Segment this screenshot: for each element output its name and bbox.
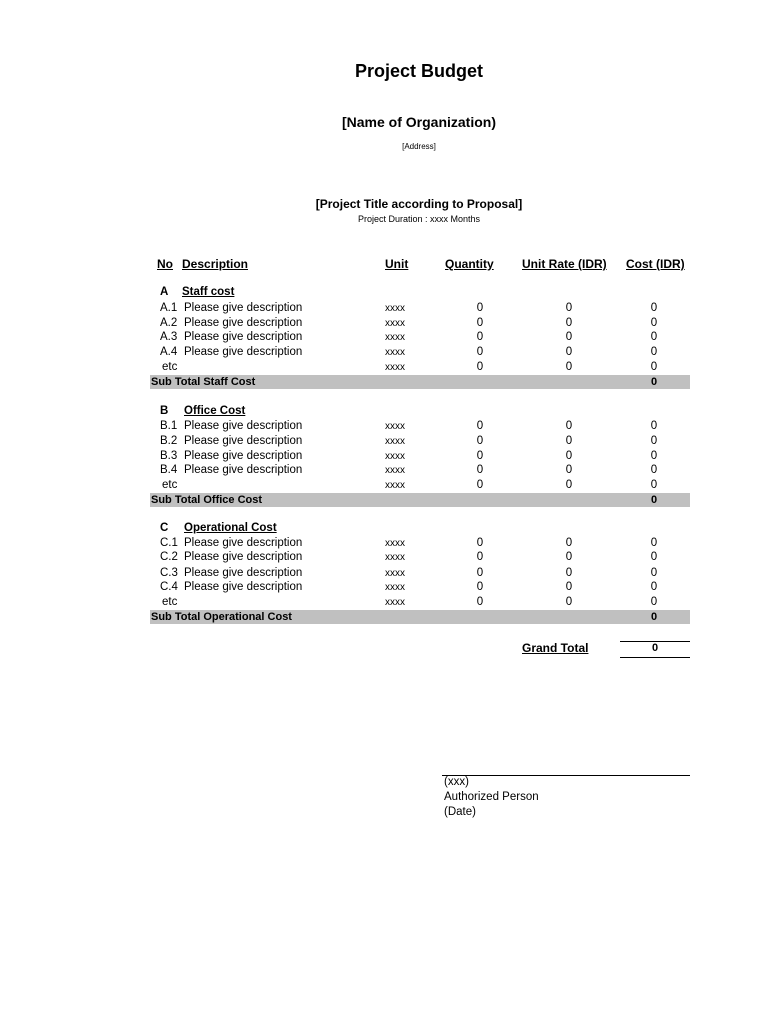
row-cost: 0 — [650, 331, 658, 343]
grand-total-value: 0 — [651, 642, 659, 654]
section-code: C — [160, 522, 169, 534]
project-title: [Project Title according to Proposal] — [315, 197, 523, 211]
section-name: Staff cost — [182, 286, 235, 298]
row-unit-rate: 0 — [565, 420, 573, 432]
row-quantity: 0 — [476, 420, 484, 432]
table-row — [150, 580, 690, 595]
row-quantity: 0 — [476, 331, 484, 343]
row-unit-rate: 0 — [565, 464, 573, 476]
column-header-cost: Cost (IDR) — [626, 257, 685, 271]
row-unit-rate: 0 — [565, 581, 573, 593]
row-no: A.2 — [160, 317, 178, 329]
subtotal-value: 0 — [650, 376, 658, 388]
row-cost: 0 — [650, 464, 658, 476]
row-unit-rate: 0 — [565, 346, 573, 358]
row-unit: xxxx — [385, 362, 405, 373]
table-row — [150, 301, 690, 316]
row-quantity: 0 — [476, 537, 484, 549]
row-unit: xxxx — [385, 436, 405, 447]
row-unit-rate: 0 — [565, 435, 573, 447]
subtotal-row-staff — [150, 375, 690, 389]
row-cost: 0 — [650, 596, 658, 608]
row-quantity: 0 — [476, 346, 484, 358]
table-row — [150, 316, 690, 331]
row-quantity: 0 — [476, 479, 484, 491]
row-unit: xxxx — [385, 318, 405, 329]
organization-address: [Address] — [402, 142, 436, 151]
subtotal-label: Sub Total Operational Cost — [151, 611, 292, 623]
row-no: C.3 — [160, 567, 178, 579]
grand-total-label: Grand Total — [522, 641, 589, 655]
row-unit-rate: 0 — [565, 317, 573, 329]
row-unit-rate: 0 — [565, 331, 573, 343]
subtotal-label: Sub Total Staff Cost — [151, 376, 256, 388]
column-header-no: No — [157, 257, 173, 271]
table-row — [150, 449, 690, 464]
row-no: etc — [162, 479, 178, 491]
row-cost: 0 — [650, 346, 658, 358]
row-quantity: 0 — [476, 435, 484, 447]
section-header-c — [150, 521, 690, 536]
row-cost: 0 — [650, 479, 658, 491]
row-unit: xxxx — [385, 421, 405, 432]
row-description: Please give description — [184, 346, 303, 358]
row-unit-rate: 0 — [565, 596, 573, 608]
section-name: Operational Cost — [184, 522, 277, 534]
column-header-unit: Unit — [385, 257, 409, 271]
section-name: Office Cost — [184, 405, 246, 417]
table-row — [150, 345, 690, 360]
row-quantity: 0 — [476, 361, 484, 373]
row-no: A.4 — [160, 346, 178, 358]
row-unit: xxxx — [385, 332, 405, 343]
row-description: Please give description — [184, 567, 303, 579]
row-cost: 0 — [650, 581, 658, 593]
row-cost: 0 — [650, 435, 658, 447]
row-quantity: 0 — [476, 551, 484, 563]
row-description: Please give description — [184, 435, 303, 447]
column-header-description: Description — [182, 257, 249, 271]
section-header-b — [150, 404, 690, 419]
row-unit-rate: 0 — [565, 361, 573, 373]
row-quantity: 0 — [476, 581, 484, 593]
section-code: B — [160, 405, 169, 417]
project-duration: Project Duration : xxxx Months — [357, 214, 481, 224]
row-description: Please give description — [184, 331, 303, 343]
row-description: Please give description — [184, 450, 303, 462]
row-cost: 0 — [650, 537, 658, 549]
row-unit-rate: 0 — [565, 537, 573, 549]
signature-name: (xxx) — [444, 776, 469, 788]
table-row — [150, 550, 690, 565]
row-quantity: 0 — [476, 317, 484, 329]
row-cost: 0 — [650, 567, 658, 579]
row-quantity: 0 — [476, 464, 484, 476]
row-quantity: 0 — [476, 302, 484, 314]
row-no: etc — [162, 361, 178, 373]
row-description: Please give description — [184, 302, 303, 314]
row-description: Please give description — [184, 464, 303, 476]
table-row — [150, 478, 690, 493]
row-no: B.3 — [160, 450, 178, 462]
column-header-quantity: Quantity — [445, 257, 494, 271]
subtotal-row-office — [150, 493, 690, 507]
row-unit-rate: 0 — [565, 302, 573, 314]
table-row — [150, 434, 690, 449]
row-cost: 0 — [650, 302, 658, 314]
row-description: Please give description — [184, 551, 303, 563]
row-cost: 0 — [650, 361, 658, 373]
row-unit-rate: 0 — [565, 479, 573, 491]
table-row — [150, 360, 690, 375]
section-header-a — [150, 285, 690, 300]
row-description: Please give description — [184, 420, 303, 432]
row-no: C.4 — [160, 581, 178, 593]
row-quantity: 0 — [476, 596, 484, 608]
subtotal-row-operational — [150, 610, 690, 624]
row-unit: xxxx — [385, 465, 405, 476]
row-cost: 0 — [650, 450, 658, 462]
row-no: A.3 — [160, 331, 178, 343]
table-row — [150, 463, 690, 478]
subtotal-value: 0 — [650, 611, 658, 623]
table-row — [150, 330, 690, 345]
row-unit-rate: 0 — [565, 551, 573, 563]
row-unit: xxxx — [385, 582, 405, 593]
organization-name: [Name of Organization) — [341, 114, 496, 130]
row-description: Please give description — [184, 317, 303, 329]
row-cost: 0 — [650, 317, 658, 329]
page-title: Project Budget — [354, 61, 483, 81]
grand-total-bottom-rule — [620, 657, 690, 658]
row-unit: xxxx — [385, 303, 405, 314]
subtotal-value: 0 — [650, 494, 658, 506]
row-cost: 0 — [650, 420, 658, 432]
column-header-unit-rate: Unit Rate (IDR) — [522, 257, 607, 271]
signature-role: Authorized Person — [444, 791, 539, 803]
table-row — [150, 595, 690, 610]
table-row — [150, 566, 690, 581]
section-code: A — [160, 286, 169, 298]
row-quantity: 0 — [476, 450, 484, 462]
row-no: C.2 — [160, 551, 178, 563]
table-row — [150, 536, 690, 551]
row-unit-rate: 0 — [565, 450, 573, 462]
row-unit: xxxx — [385, 480, 405, 491]
row-cost: 0 — [650, 551, 658, 563]
row-no: B.2 — [160, 435, 178, 447]
row-unit: xxxx — [385, 347, 405, 358]
row-quantity: 0 — [476, 567, 484, 579]
row-no: etc — [162, 596, 178, 608]
row-unit: xxxx — [385, 568, 405, 579]
subtotal-label: Sub Total Office Cost — [151, 494, 263, 506]
table-row — [150, 419, 690, 434]
row-no: C.1 — [160, 537, 178, 549]
signature-date: (Date) — [444, 806, 476, 818]
signature-line — [442, 775, 690, 776]
row-unit: xxxx — [385, 552, 405, 563]
row-no: B.4 — [160, 464, 178, 476]
row-description: Please give description — [184, 581, 303, 593]
row-unit: xxxx — [385, 538, 405, 549]
row-description: Please give description — [184, 537, 303, 549]
row-no: B.1 — [160, 420, 178, 432]
row-no: A.1 — [160, 302, 178, 314]
row-unit: xxxx — [385, 451, 405, 462]
row-unit: xxxx — [385, 597, 405, 608]
row-unit-rate: 0 — [565, 567, 573, 579]
